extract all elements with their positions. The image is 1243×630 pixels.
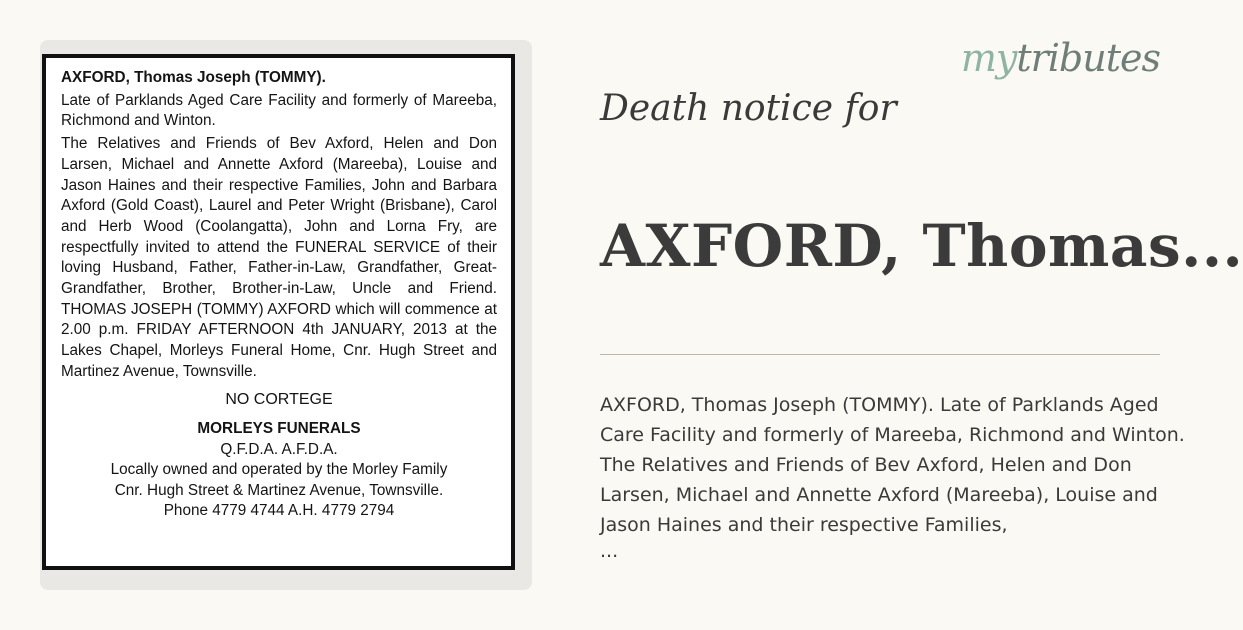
newspaper-notice bbox=[42, 54, 515, 570]
heading-intro: Death notice for bbox=[600, 88, 897, 129]
mytributes-logo bbox=[961, 36, 1160, 80]
notice-late-of: Late of Parklands Aged Care Facility and formerly of Mareeba, Richmond and Winton. bbox=[61, 91, 497, 130]
notice-body: The Relatives and Friends of Bev Axford, Helen and Don Larsen, Michael and Annette Axford (Mareeba), Louise and Jason Haines and their respective Families, John and Barbara Axford (Gold Coast), Laurel and Peter Wright (Brisbane), Carol and Herb Wood (Coolangatta), John and Lorna Fry, are respectfully invited to attend the FUNERAL SERVICE of their loving Husband, Father, Father-in-Law, Grandfather, Great-Grandfather, Brother, Brother-in-Law, Uncle and Friend. THOMAS JOSEPH (TOMMY) AXFORD which will commence at 2.00 p.m. FRIDAY AFTERNOON 4th JANUARY, 2013 at the Lakes Chapel, Morleys Funeral Home, Cnr. Hugh Street and Martinez Avenue, Townsville. bbox=[61, 135, 497, 380]
notice-no-cortege: NO CORTEGE bbox=[225, 390, 333, 408]
notice-accreditation: Q.F.D.A. A.F.D.A. bbox=[220, 440, 338, 458]
notice-excerpt: AXFORD, Thomas Joseph (TOMMY). Late of Parklands Aged Care Facility and formerly of Mareeba, Richmond and Winton. The Relatives and Friends of Bev Axford, Helen and Don Larsen, Michael and Annette Axford (Mareeba), Louise and Jason Haines and their respective Families, bbox=[600, 394, 1185, 536]
logo-my: my bbox=[960, 36, 1017, 80]
divider bbox=[600, 354, 1160, 355]
death-notice-image bbox=[40, 40, 532, 590]
notice-headline: AXFORD, Thomas Joseph (TOMMY). bbox=[61, 69, 326, 86]
notice-ownership: Locally owned and operated by the Morley Family bbox=[110, 461, 448, 479]
notice-phone: Phone 4779 4744 A.H. 4779 2794 bbox=[163, 502, 395, 520]
notice-funeral-home: MORLEYS FUNERALS bbox=[197, 420, 361, 438]
deceased-name: AXFORD, Thomas... bbox=[600, 212, 1243, 280]
logo-tributes: tributes bbox=[1016, 36, 1160, 80]
excerpt-ellipsis: ... bbox=[600, 540, 619, 562]
notice-address: Cnr. Hugh Street & Martinez Avenue, Townsville. bbox=[114, 481, 444, 499]
